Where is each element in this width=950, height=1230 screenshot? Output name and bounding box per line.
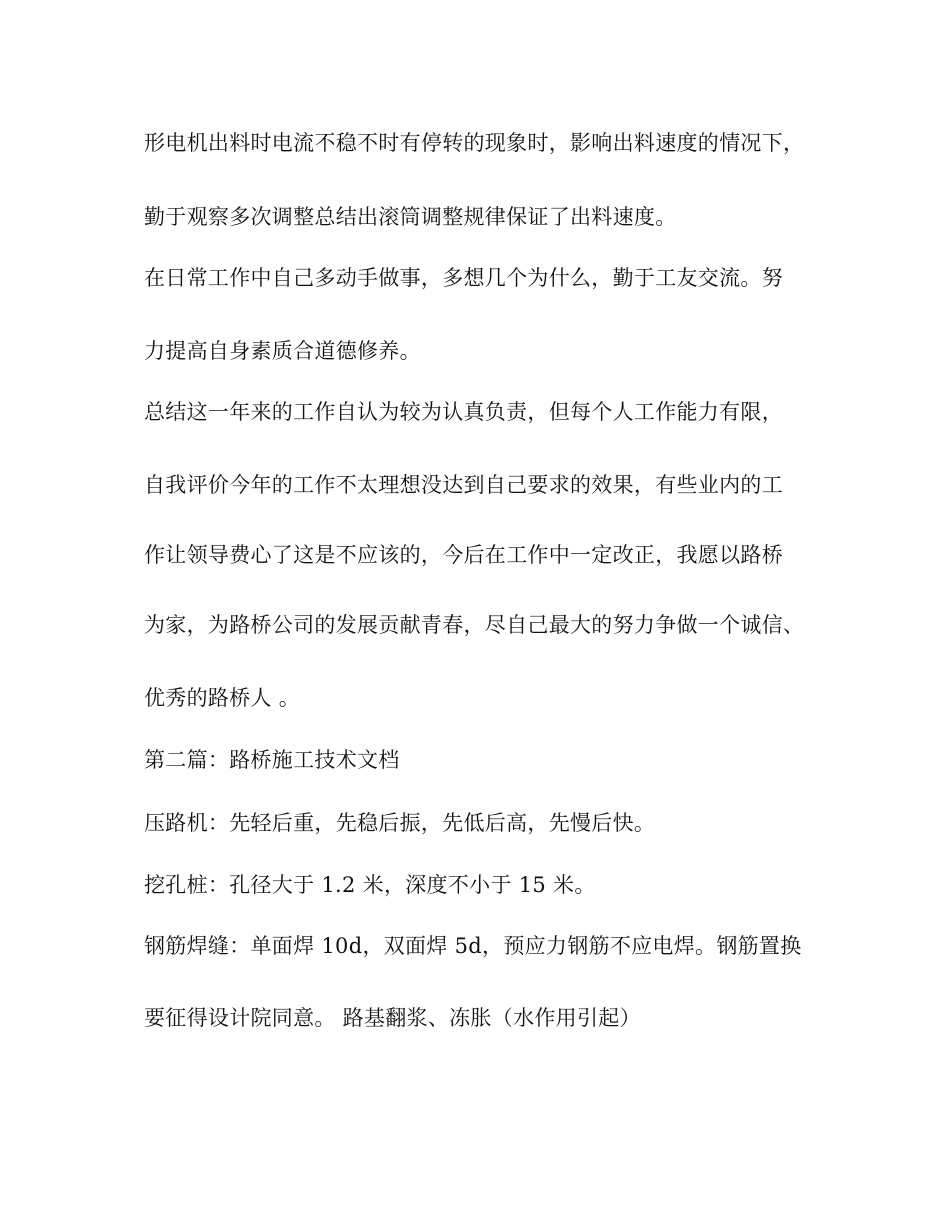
paragraph-line: 要征得设计院同意。 路基翻浆、冻胀（水作用引起） [144, 1006, 641, 1030]
paragraph-line: 勤于观察多次调整总结出滚筒调整规律保证了出料速度。 [144, 205, 677, 229]
paragraph-line: 在日常工作中自己多动手做事，多想几个为什么，勤于工友交流。努 [144, 266, 783, 290]
paragraph-line: 总结这一年来的工作自认为较为认真负责，但每个人工作能力有限， [144, 400, 783, 424]
paragraph-line: 钢筋焊缝：单面焊 10d，双面焊 5d，预应力钢筋不应电焊。钢筋置换 [144, 934, 802, 958]
paragraph-line: 优秀的路桥人 。 [144, 686, 301, 710]
paragraph-line: 力提高自身素质合道德修养。 [144, 339, 421, 363]
paragraph-line: 自我评价今年的工作不太理想没达到自己要求的效果，有些业内的工 [144, 473, 783, 497]
paragraph-line: 形电机出料时电流不稳不时有停转的现象时，影响出料速度的情况下， [144, 131, 805, 155]
paragraph-line: 挖孔桩：孔径大于 1.2 米，深度不小于 15 米。 [144, 873, 596, 897]
paragraph-line: 压路机：先轻后重，先稳后振，先低后高，先慢后快。 [144, 811, 656, 835]
paragraph-line: 作让领导费心了这是不应该的，今后在工作中一定改正，我愿以路桥 [144, 543, 783, 567]
section-heading: 第二篇：路桥施工技术文档 [144, 748, 400, 772]
paragraph-line: 为家，为路桥公司的发展贡献青春，尽自己最大的努力争做一个诚信、 [144, 613, 805, 637]
